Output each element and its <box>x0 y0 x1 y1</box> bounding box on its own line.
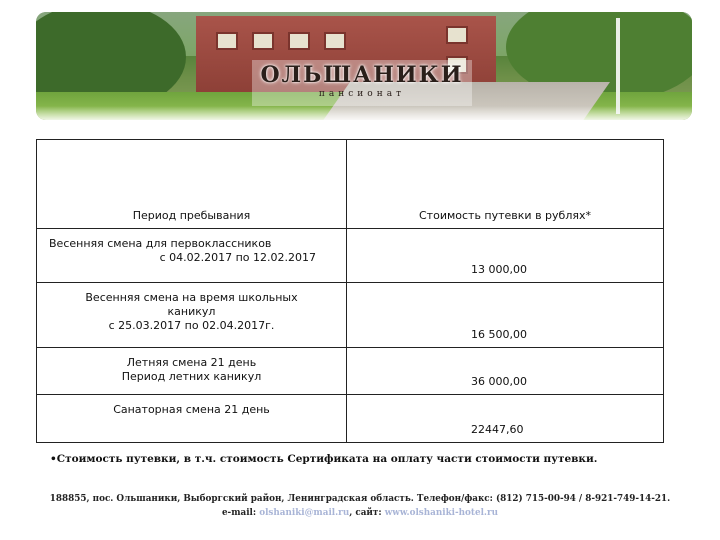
logo-subtitle: пансионат <box>318 89 406 99</box>
price-footnote: •Стоимость путевки, в т.ч. стоимость Сертификата на оплату части стоимости путевки. <box>50 453 598 465</box>
header-period <box>37 140 347 229</box>
row-price <box>347 229 664 283</box>
table-row <box>37 229 664 283</box>
header-price-label: Стоимость путевки в рублях* <box>419 209 591 222</box>
price-table <box>36 139 664 443</box>
header-banner <box>36 12 692 120</box>
period-line: с 25.03.2017 по 02.04.2017г. <box>108 319 275 332</box>
price-value: 22447,60 <box>471 423 524 436</box>
header-period-label: Период пребывания <box>132 209 251 222</box>
period-line: Санаторная смена 21 день <box>113 403 270 416</box>
email-link[interactable]: olshaniki@mail.ru <box>259 508 350 518</box>
period-line: Весенняя смена для первоклассников <box>49 237 272 250</box>
banner-window <box>216 32 238 50</box>
header-price <box>347 140 664 229</box>
row-period <box>37 229 347 283</box>
price-value: 16 500,00 <box>471 328 527 341</box>
banner-window <box>324 32 346 50</box>
period-line: Летняя смена 21 день <box>126 356 257 369</box>
table-row <box>37 348 664 395</box>
email-label: e-mail: <box>221 508 260 518</box>
banner-fade <box>36 106 692 120</box>
banner-window <box>446 26 468 44</box>
period-line: Весенняя смена на время школьных <box>85 291 298 304</box>
table-row <box>37 283 664 348</box>
banner-lamp-post <box>616 18 620 114</box>
site-label: , сайт: <box>349 508 385 518</box>
price-value: 13 000,00 <box>471 263 527 276</box>
footer-contacts <box>0 506 720 520</box>
period-line: каникул <box>167 305 216 318</box>
contact-footer <box>0 492 720 520</box>
row-period <box>37 395 347 443</box>
table-row <box>37 395 664 443</box>
period-line: с 04.02.2017 по 12.02.2017 <box>159 251 316 264</box>
banner-window <box>288 32 310 50</box>
row-price <box>347 283 664 348</box>
price-value: 36 000,00 <box>471 375 527 388</box>
row-period <box>37 348 347 395</box>
row-price <box>347 395 664 443</box>
row-period <box>37 283 347 348</box>
period-line: Период летних каникул <box>121 370 262 383</box>
row-price <box>347 348 664 395</box>
logo-title: ОЛЬШАНИКИ <box>260 62 464 88</box>
footer-address: 188855, пос. Ольшаники, Выборгский район, Ленинградская область. Телефон/факс: (812) 715-00-94 / 8-921-749-14-21. <box>49 494 671 504</box>
logo <box>252 60 472 106</box>
banner-window <box>252 32 274 50</box>
table-header-row <box>37 140 664 229</box>
site-link[interactable]: www.olshaniki-hotel.ru <box>384 508 499 518</box>
